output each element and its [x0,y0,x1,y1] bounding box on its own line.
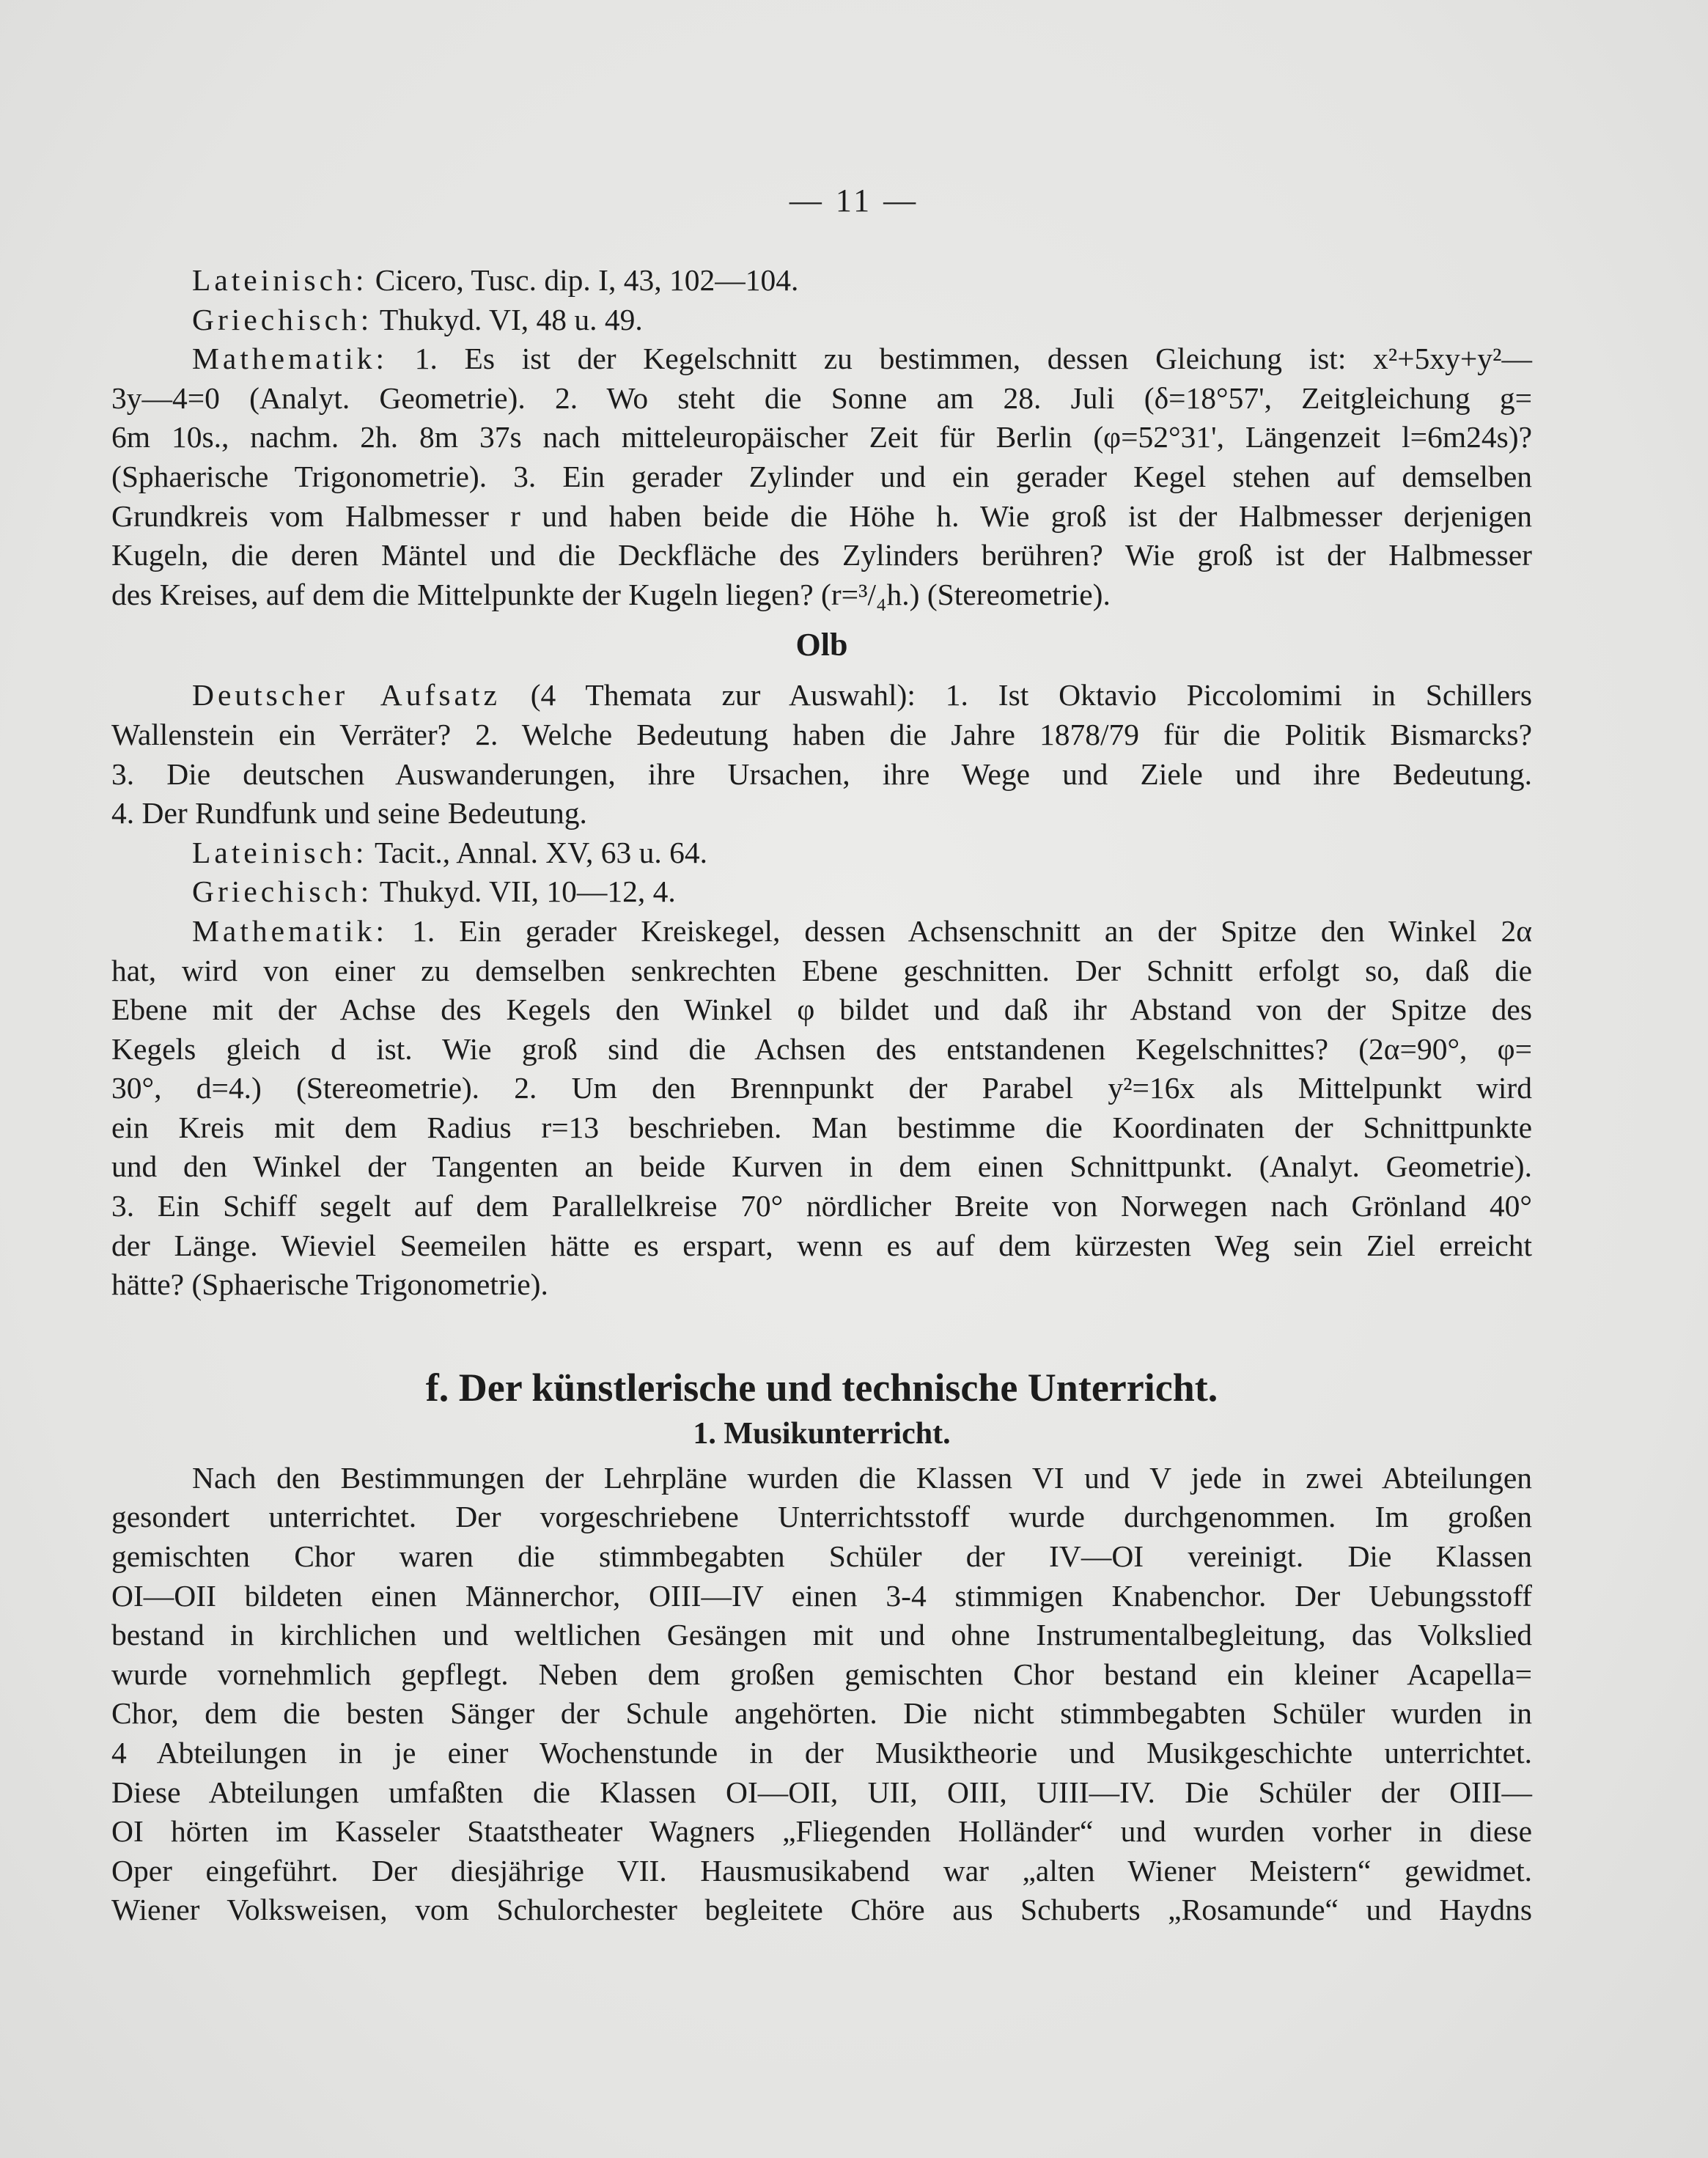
music-line: gemischten Chor waren die stimmbegabten Schüler der IV—OI vereinigt. Die Klassen [111,1539,1532,1574]
music-line: Nach den Bestimmungen der Lehrpläne wurden die Klassen VI und V jede in zwei Abteilungen [192,1460,1532,1495]
math-line: hat, wird von einer zu demselben senkrechten Ebene geschnitten. Der Schnitt erfolgt so, daß die [111,953,1532,987]
math-line: Ebene mit der Achse des Kegels den Winkel φ bildet und daß ihr Abstand von der Spitze des [111,993,1532,1027]
aufsatz-line [111,676,1532,715]
aufsatz-line: 3. Die deutschen Auswanderungen, ihre Ursachen, ihre Wege und Ziele und ihre Bedeutung. [111,756,1532,791]
math-line: (Sphaerische Trigonometrie). 3. Ein gerader Zylinder und ein gerader Kegel stehen auf demselben [111,459,1532,493]
music-subheading: 1. Musikunterricht. [693,1416,951,1451]
math-line: und den Winkel der Tangenten an beide Kurven in dem einen Schnittpunkt. (Analyt. Geometrie). [111,1149,1532,1184]
math-line: ein Kreis mit dem Radius r=13 beschrieben. Man bestimme die Koordinaten der Schnittpunkte [111,1110,1532,1144]
math-line: 6m 10s., nachm. 2h. 8m 37s nach mitteleuropäischer Zeit für Berlin (φ=52°31', Längenzeit l=6m24s)? [111,420,1532,454]
music-line: Diese Abteilungen umfaßten die Klassen OI—OII, UII, OIII, UIII—IV. Die Schüler der OIII— [111,1775,1532,1809]
griech-text: Thukyd. VI, 48 u. 49. [372,302,643,336]
aufsatz-text: (4 Themata zur Auswahl): 1. Ist Oktavio Piccolomimi in Schillers [500,678,1533,712]
math-line: 3. Ein Schiff segelt auf dem Parallelkreise 70° nördlicher Breite von Norwegen nach Grönland 40° [111,1189,1532,1223]
math-line-last: des Kreises, auf dem die Mittelpunkte der Kugeln liegen? (r=³/₄h.) (Stereometrie). [111,577,1111,611]
latein-label: Lateinisch: [192,263,368,297]
music-line: bestand in kirchlichen und weltlichen Gesängen mit und ohne Instrumentalbegleitung, das Volkslied [111,1618,1532,1652]
latein-text: Cicero, Tusc. dip. I, 43, 102—104. [367,263,799,297]
math-line [111,339,1532,379]
griech-entry [111,301,1532,340]
music-line: Wiener Volksweisen, vom Schulorchester begleitete Chöre aus Schuberts „Rosamunde“ und Haydns [111,1893,1532,1927]
math-text: 1. Es ist der Kegelschnitt zu bestimmen, dessen Gleichung ist: x²+5xy+y²— [388,342,1532,376]
section-f-heading: f. Der künstlerische und technische Unterricht. [425,1365,1218,1410]
math-line [111,912,1532,951]
aufsatz-line: Wallenstein ein Verräter? 2. Welche Bedeutung haben die Jahre 1878/79 für die Politik Bismarcks? [111,717,1532,751]
math-line: der Länge. Wieviel Seemeilen hätte es erspart, wenn es auf dem kürzesten Weg sein Ziel erreicht [111,1228,1532,1262]
latein-label: Lateinisch: [192,835,368,869]
music-line: wurde vornehmlich gepflegt. Neben dem großen gemischten Chor bestand ein kleiner Acapella= [111,1657,1532,1691]
math-line: 30°, d=4.) (Stereometrie). 2. Um den Brennpunkt der Parabel y²=16x als Mittelpunkt wird [111,1071,1532,1105]
math-line: Kugeln, die deren Mäntel und die Deckfläche des Zylinders berühren? Wie groß ist der Halbmesser [111,538,1532,572]
griech-entry [111,872,1532,912]
math-label: Mathematik: [192,342,389,376]
music-line: Chor, dem die besten Sänger der Schule angehörten. Die nicht stimmbegabten Schüler wurden in [111,1696,1532,1731]
math-line: 3y—4=0 (Analyt. Geometrie). 2. Wo steht die Sonne am 28. Juli (δ=18°57', Zeitgleichung g= [111,380,1532,415]
griech-text: Thukyd. VII, 10—12, 4. [372,874,676,909]
music-line: OI—OII bildeten einen Männerchor, OIII—IV einen 3-4 stimmigen Knabenchor. Der Uebungsstoff [111,1578,1532,1613]
math-label: Mathematik: [192,913,389,948]
music-line: gesondert unterrichtet. Der vorgeschriebene Unterrichtsstoff wurde durchgenommen. Im großen [111,1500,1532,1534]
math-line-last: hätte? (Sphaerische Trigonometrie). [111,1267,548,1302]
griech-label: Griechisch: [192,302,373,336]
griech-label: Griechisch: [192,874,373,909]
math-line: Kegels gleich d ist. Wie groß sind die Achsen des entstandenen Kegelschnittes? (2α=90°, φ= [111,1031,1532,1066]
music-line: OI hörten im Kasseler Staatstheater Wagners „Fliegenden Holländer“ und wurden vorher in diese [111,1814,1532,1849]
page-number: — 11 — [789,183,919,218]
aufsatz-label: Deutscher Aufsatz [192,678,501,712]
aufsatz-line-last: 4. Der Rundfunk und seine Bedeutung. [111,796,587,831]
latein-text: Tacit., Annal. XV, 63 u. 64. [367,835,707,869]
music-line: Oper eingeführt. Der diesjährige VII. Hausmusikabend war „alten Wiener Meistern“ gewidmet. [111,1853,1532,1888]
latein-entry [111,261,1532,301]
math-line: Grundkreis vom Halbmesser r und haben beide die Höhe h. Wie groß ist der Halbmesser derjenigen [111,498,1532,533]
math-text: 1. Ein gerader Kreiskegel, dessen Achsenschnitt an der Spitze den Winkel 2α [388,913,1532,948]
section-exams-olb [111,676,1532,1305]
page-body [111,261,1532,1930]
music-paragraph [111,1459,1532,1930]
latein-entry [111,833,1532,873]
music-line: 4 Abteilungen in je einer Wochenstunde in der Musiktheorie und Musikgeschichte unterrichtet. [111,1736,1532,1770]
section-exams-oia [111,261,1532,614]
olb-heading: Olb [795,627,848,663]
